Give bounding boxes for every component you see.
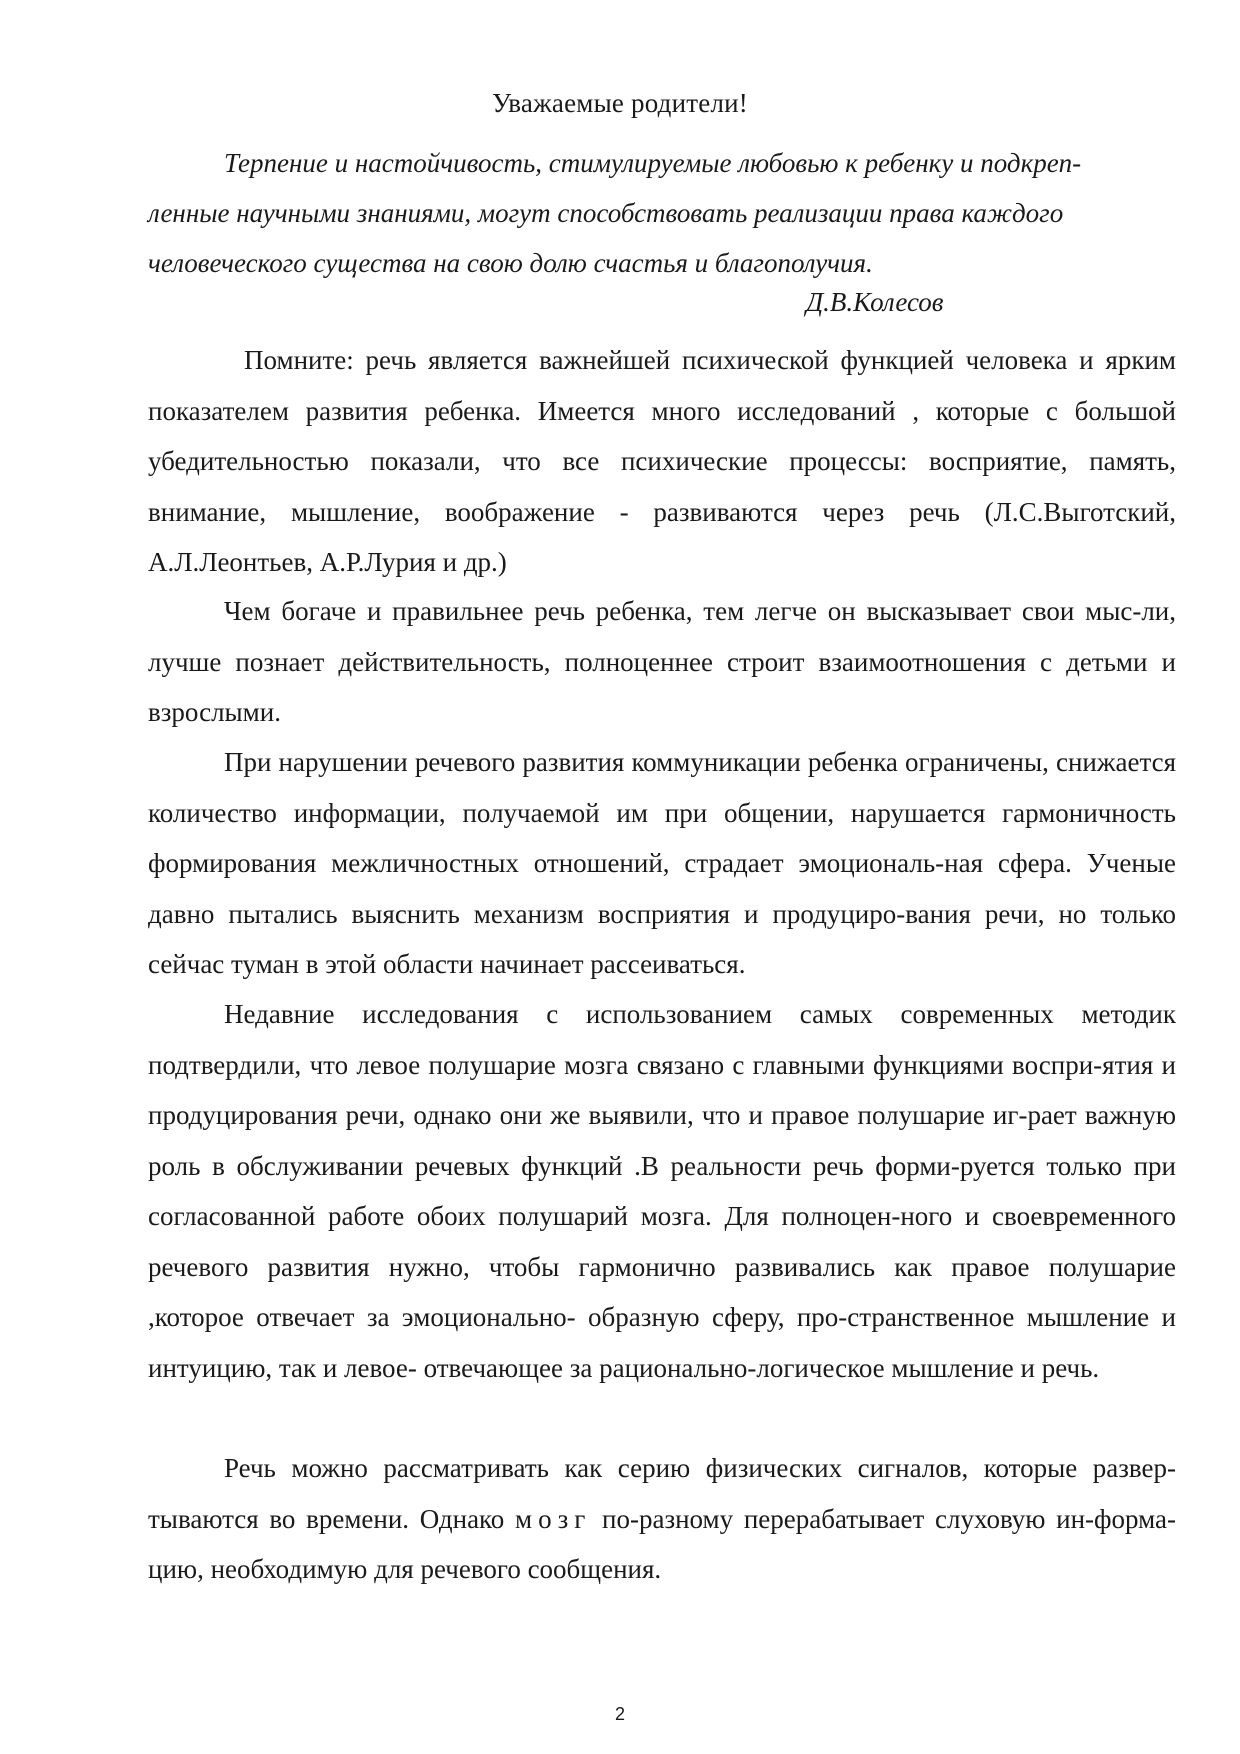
epigraph bbox=[148, 138, 1158, 288]
paragraph-text: Помните: речь является важнейшей психической функцией человека и ярким показателем развития ребенка. Имеется много исследований , которые с большой убедительностью показали, что все психические процессы: восприятие, память, внимание, мышление, воображение - развиваются через речь (Л.С.Выготский, А.Л.Леонтьев, А.Р.Лурия и др.) bbox=[148, 345, 1176, 577]
epigraph-line: человеческого существа на свою долю счастья и благополучия. bbox=[148, 248, 873, 278]
paragraph-text: Чем богаче и правильнее речь ребенка, тем легче он высказывает свои мыс-ли, лучше познает действительность, полноценнее строит взаимоотношения с детьми и взрослыми. bbox=[148, 596, 1176, 727]
salutation-heading: Уважаемые родители! bbox=[492, 88, 748, 118]
paragraph-3 bbox=[148, 737, 1176, 990]
epigraph-line: Терпение и настойчивость, стимулируемые любовью к ребенку и подкреп- bbox=[224, 148, 1082, 178]
paragraph-5 bbox=[148, 1443, 1176, 1595]
spaced-word: мозг bbox=[515, 1503, 592, 1534]
paragraph-text: При нарушении речевого развития коммуникации ребенка ограничены, снижается количество информации, получаемой им при общении, нарушается гармоничность формирования межличностных отношений, страдает эмоциональ-ная сфера. Ученые давно пытались выяснить механизм восприятия и продуциро-вания речи, но только сейчас туман в этой области начинает рассеиваться. bbox=[148, 747, 1176, 979]
paragraph-text-part: Речь можно рассматривать как серию физических сигналов, которые развер-тываются во времени. Однако bbox=[148, 1453, 1176, 1534]
page-number: 2 bbox=[614, 1704, 625, 1724]
paragraph-4 bbox=[148, 989, 1176, 1393]
epigraph-author: Д.В.Колесов bbox=[806, 287, 944, 317]
paragraph-1 bbox=[148, 335, 1176, 588]
paragraph-text-part: по-разному перерабатывает слуховую ин-форма- цию, необходимую для речевого сообщения. bbox=[148, 1503, 1176, 1584]
epigraph-line: ленные научными знаниями, могут способствовать реализации права каждого bbox=[148, 198, 1064, 228]
paragraph-text: Недавние исследования с использованием самых современных методик подтвердили, что левое полушарие мозга связано с главными функциями воспри-ятия и продуцирования речи, однако они же выявили, что и правое полушарие иг-рает важную роль в обслуживании речевых функций .В реальности речь форми-руется только при согласованной работе обоих полушарий мозга. Для полноцен-ного и своевременного речевого развития нужно, чтобы гармонично развивались как правое полушарие ,которое отвечает за эмоционально- образную сферу, про-странственное мышление и интуицию, так и левое- отвечающее за рационально-логическое мышление и речь. bbox=[148, 999, 1176, 1383]
paragraph-text bbox=[148, 1443, 1176, 1595]
paragraph-2 bbox=[148, 586, 1176, 738]
